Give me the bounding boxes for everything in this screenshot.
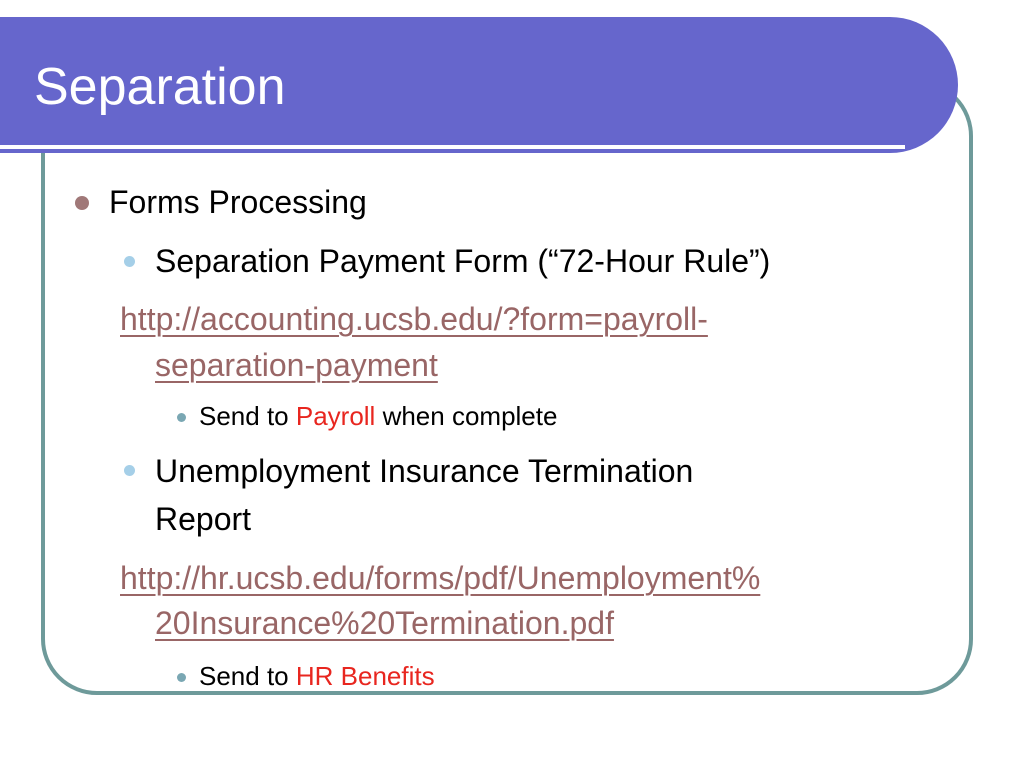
- send-to-hr-text: [199, 663, 435, 689]
- bullet-level1-icon: [75, 196, 89, 210]
- bullet-level2-icon: [124, 465, 135, 476]
- hr-benefits-highlight: HR Benefits: [295, 661, 435, 691]
- send-to-prefix: Send to: [199, 661, 296, 691]
- separation-payment-link-cont[interactable]: separation-payment: [155, 347, 438, 383]
- payroll-highlight: Payroll: [295, 401, 376, 431]
- unemployment-termination-link[interactable]: http://hr.ucsb.edu/forms/pdf/Unemployment%: [120, 560, 761, 596]
- unemployment-termination-link-cont[interactable]: 20Insurance%20Termination.pdf: [155, 605, 614, 641]
- when-complete-suffix: when complete: [375, 401, 558, 431]
- send-to-payroll-text: [199, 403, 557, 429]
- separation-payment-form-text: Separation Payment Form (“72-Hour Rule”): [155, 243, 771, 279]
- unemployment-report-text-cont: Report: [155, 501, 252, 537]
- forms-processing-text: Forms Processing: [109, 184, 367, 220]
- unemployment-report-text: Unemployment Insurance Termination: [155, 453, 694, 489]
- slide-title: Separation: [34, 58, 286, 116]
- bullet-level3-icon: [177, 413, 186, 422]
- bullet-level2-icon: [124, 256, 135, 267]
- send-to-prefix: Send to: [199, 401, 296, 431]
- bullet-level3-icon: [177, 673, 186, 682]
- separation-payment-link[interactable]: http://accounting.ucsb.edu/?form=payroll-: [120, 301, 708, 337]
